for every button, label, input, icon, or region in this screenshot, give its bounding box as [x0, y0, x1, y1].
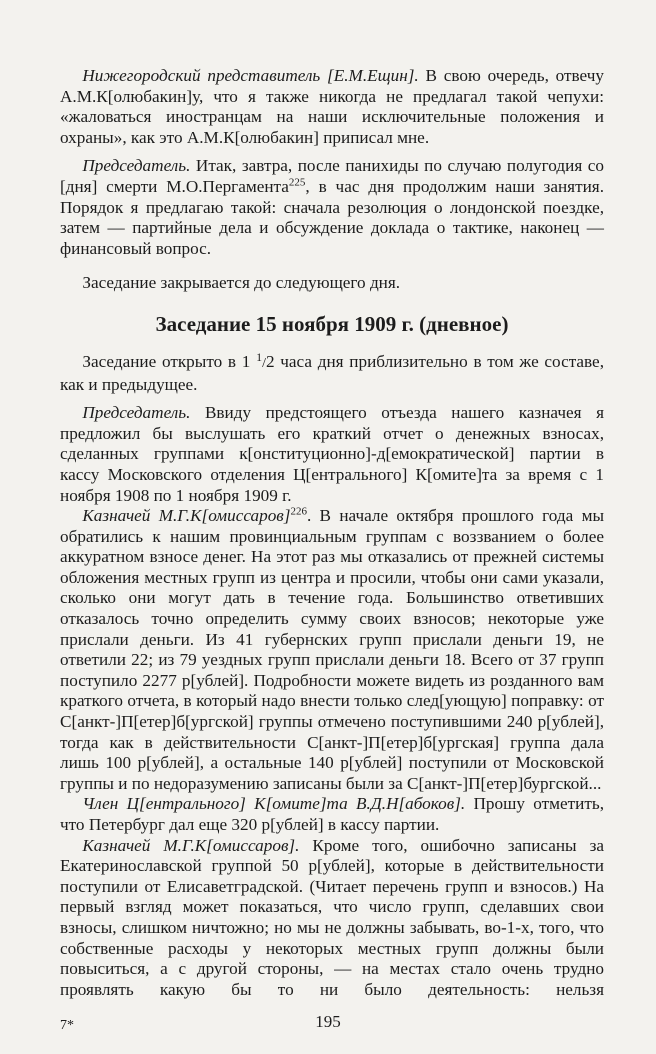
- section-title: Заседание 15 ноября 1909 г. (дневное): [155, 311, 509, 336]
- paragraph-text: В свою очередь, отвечу А.М.К[олюбакин]у, что я также никогда не предлагал такой чепухи: «жаловаться иностранцам на наши исключительные положения и охраны», как это А.М.К[олюбакин] приписал мне.: [60, 66, 604, 147]
- speaker-name: Казначей М.Г.К[омиссаров]: [82, 506, 291, 526]
- paragraph: [60, 66, 604, 148]
- speaker-name: Казначей М.Г.К[омиссаров].: [82, 835, 300, 855]
- paragraph: [60, 794, 604, 835]
- paragraph-text: . В начале октября прошлого года мы обратились к нашим провинциальным группам с воззванием о более аккуратном взносе денег. На этот раз мы отказались от прежней системы обложения местных групп из центра и просили, чтобы они сами указали, сколько они могут дать в течение года. Большинство ответивших отказалось точно определить сумму своих взносов; некоторые уже прислали деньги. Из 41 губернских групп прислали деньги 19, не ответили 22; из 79 уездных групп прислали деньги 18. Всего от 37 групп поступило 2277 р[ублей]. Подробности можете видеть из розданного вам краткого отчета, в который надо внести только след[ующую] поправку: от С[анкт-]П[етер]б[ургской] группы отмечено поступившими 240 р[ублей], тогда как в действительности С[анкт-]П[етер]б[ургская] группа дала лишь 100 р[ублей], а остальные 140 р[ублей] поступили от Московской группы и по недоразумению записаны были за С[анкт-]П[етер]бургской...: [60, 506, 604, 793]
- paragraph: Заседание открыто в 1 $^1$/2 часа дня приблизительно в том же составе, как и предыдущее.: [60, 350, 604, 394]
- speaker-name: Нижегородский представитель [Е.М.Ещин].: [82, 66, 419, 85]
- fraction: $^1$/2: [256, 350, 275, 371]
- footnote-ref: 225: [288, 176, 306, 189]
- page-number: 195: [315, 1012, 341, 1031]
- paragraph: [60, 403, 604, 506]
- paragraph-text: , в час дня продолжим наши занятия. Порядок я предлагаю такой: сначала резолюция о лондонской поездке, затем — партийные дела и обсуждение доклада о тактике, наконец — финансовый вопрос.: [60, 176, 604, 258]
- page-body: [60, 66, 604, 1000]
- paragraph: [60, 506, 604, 794]
- paragraph-text: Прошу отметить, что Петербург дал еще 320 р[ублей] в кассу партии.: [60, 794, 604, 834]
- paragraph: [60, 836, 604, 1001]
- speaker-name: Председатель.: [82, 403, 191, 423]
- paragraph: Заседание закрывается до следующего дня.: [82, 273, 401, 293]
- paragraph-text: Итак, завтра, после панихиды по случаю полугодия со [дня] смерти М.О.Пергамента: [60, 156, 604, 196]
- paragraph-text: Кроме того, ошибочно записаны за Екатеринославской группой 50 р[ублей], которые в действительности поступили от Елисаветградской. (Читает перечень групп и взносов.) На первый взгляд может показаться, что число групп, сделавших свои взносы, слишком ничтожно; но мы не должны забывать, во-1-х, того, что собственные расходы у некоторых местных групп должны были повыситься, а с другой стороны, — на местах стало очень трудно проявлять какую бы то ни было деятельность: нельзя: [60, 835, 604, 999]
- speaker-name: Председатель.: [82, 156, 191, 176]
- paragraph: [60, 156, 604, 259]
- footnote-ref: 226: [290, 505, 307, 518]
- signature-mark: 7*: [60, 1018, 74, 1033]
- speaker-name: Член Ц[ентрального] К[омите]та В.Д.Н[абоков].: [82, 794, 466, 814]
- paragraph-text: Ввиду предстоящего отъезда нашего казначея я предложил бы выслушать его краткий отчет о денежных взносах, сделанных группами к[онституционно]-д[емократической] партии в кассу Московского отделения Ц[ентрального] К[омите]та за время с 1 ноября 1908 по 1 ноября 1909 г.: [60, 403, 604, 505]
